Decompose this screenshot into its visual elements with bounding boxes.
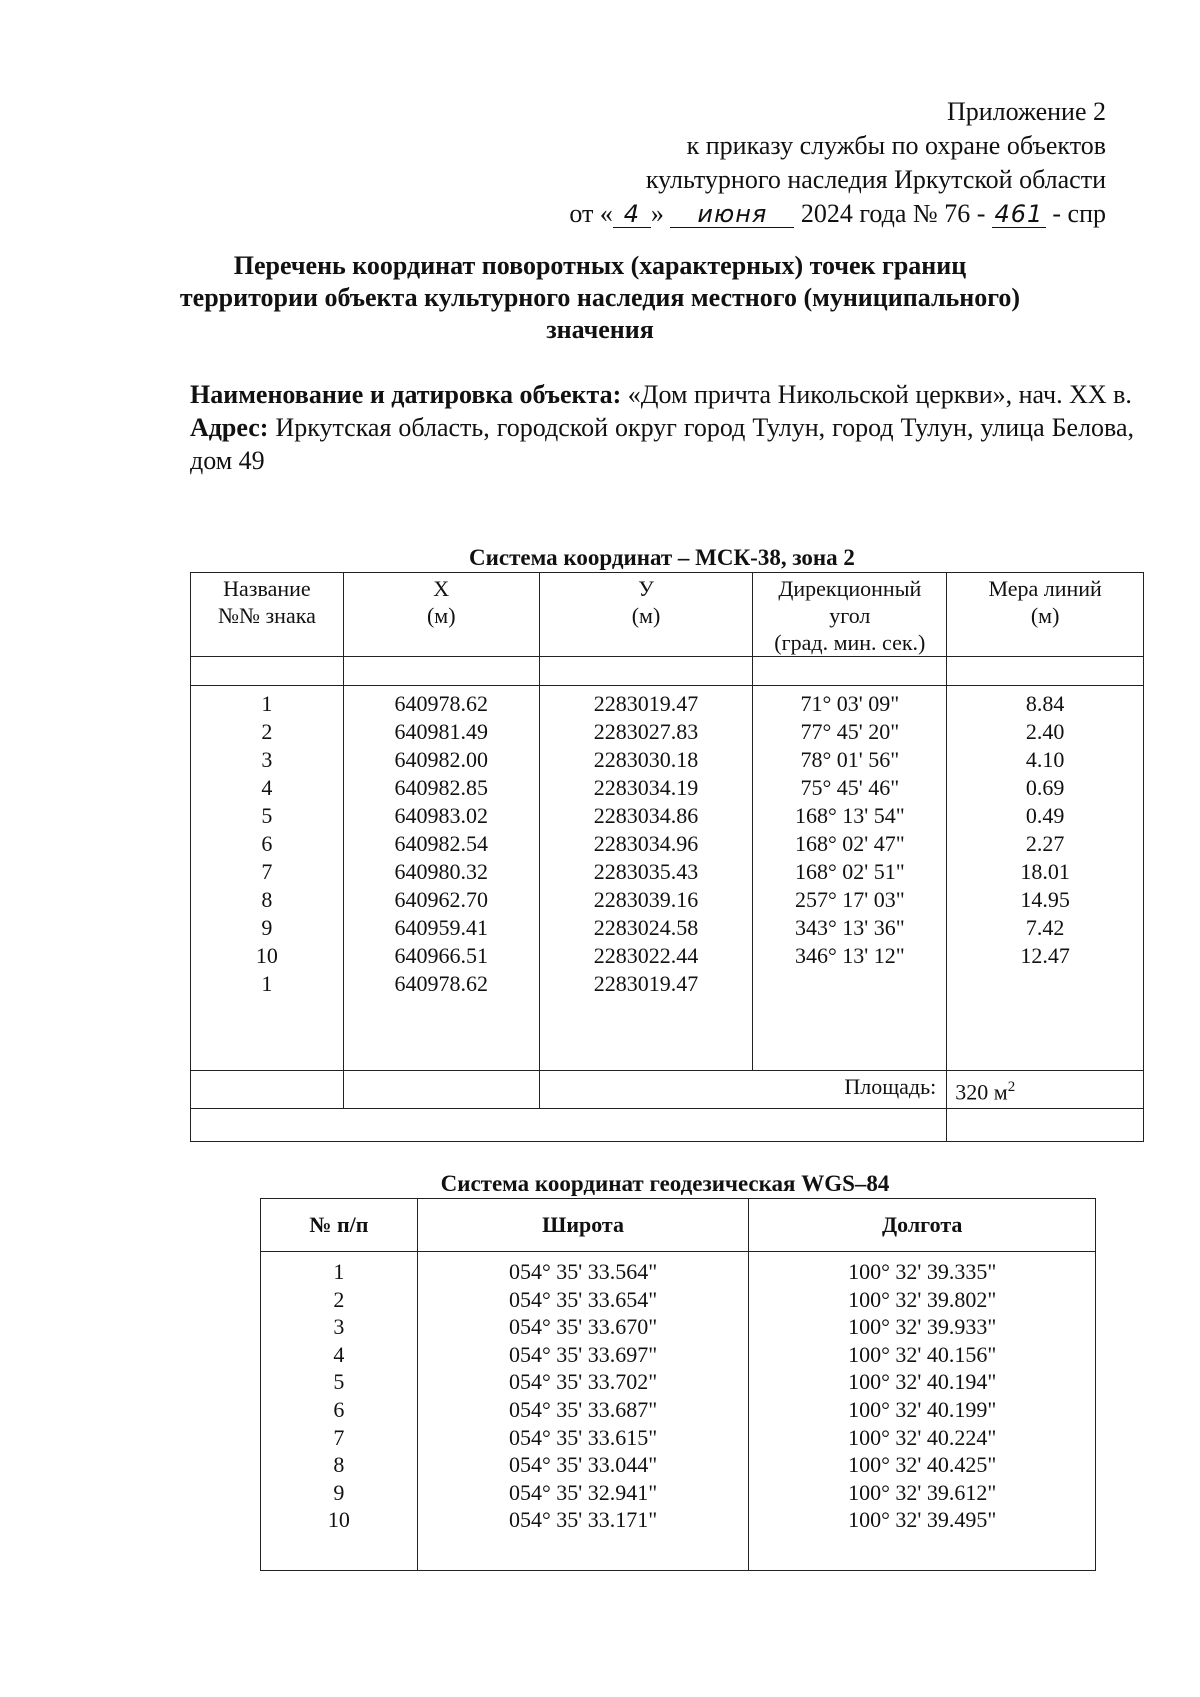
appendix-line-2: к приказу службы по охране объектов <box>686 131 1106 160</box>
direction-angle: 257° 17' 03" <box>753 886 947 914</box>
y-coordinate: 2283019.47 <box>539 970 753 998</box>
longitude: 100° 32' 40.156" <box>749 1341 1096 1369</box>
area-value: 320 $м^2$ <box>947 1071 1144 1109</box>
col-header-x: X (м) <box>343 573 539 657</box>
direction-angle: 77° 45' 20" <box>753 718 947 746</box>
order-month: июня <box>670 201 794 228</box>
y-coordinate: 2283019.47 <box>539 686 753 719</box>
msk-header-row <box>191 573 1144 657</box>
y-coordinate: 2283030.18 <box>539 746 753 774</box>
wgs-header-row <box>261 1199 1096 1252</box>
direction-angle: 343° 13' 36" <box>753 914 947 942</box>
msk-spacer-row <box>191 657 1144 686</box>
table-row <box>191 886 1144 914</box>
y-coordinate: 2283034.86 <box>539 802 753 830</box>
direction-angle: 71° 03' 09" <box>753 686 947 719</box>
col-header-point: Название №№ знака <box>191 573 344 657</box>
table-row <box>261 1451 1096 1479</box>
longitude: 100° 32' 39.335" <box>749 1252 1096 1286</box>
day-suffix: » <box>650 199 664 228</box>
x-coordinate: 640982.85 <box>343 774 539 802</box>
area-label: Площадь: <box>539 1071 947 1109</box>
point-number: 10 <box>191 942 344 970</box>
table-row <box>261 1252 1096 1286</box>
object-address-value: Иркутская область, городской округ город Тулун, город Тулун, улица Белова, дом 49 <box>190 413 1135 475</box>
col-header-y: У (м) <box>539 573 753 657</box>
longitude: 100° 32' 40.199" <box>749 1396 1096 1424</box>
direction-angle: 75° 45' 46" <box>753 774 947 802</box>
msk-footer-row <box>191 1109 1144 1142</box>
table-row <box>191 802 1144 830</box>
latitude: 054° 35' 33.697" <box>417 1341 749 1369</box>
line-length: 12.47 <box>947 942 1144 970</box>
longitude: 100° 32' 40.224" <box>749 1424 1096 1452</box>
object-name-value: «Дом причта Никольской церкви», нач. XX в. <box>627 380 1132 409</box>
table-row <box>191 942 1144 970</box>
order-date-line <box>569 197 1106 231</box>
col-header-angle: Дирекционный угол (град. мин. сек.) <box>753 573 947 657</box>
object-info <box>190 378 1134 477</box>
latitude: 054° 35' 33.654" <box>417 1286 749 1314</box>
wgs-bottom-space <box>261 1534 1096 1571</box>
latitude: 054° 35' 33.702" <box>417 1368 749 1396</box>
row-number: 6 <box>261 1396 418 1424</box>
table-row <box>261 1368 1096 1396</box>
longitude: 100° 32' 39.612" <box>749 1479 1096 1507</box>
point-number: 6 <box>191 830 344 858</box>
point-number: 3 <box>191 746 344 774</box>
direction-angle: 168° 02' 51" <box>753 858 947 886</box>
longitude: 100° 32' 40.194" <box>749 1368 1096 1396</box>
order-number: 461 <box>992 201 1046 228</box>
line-length: 4.10 <box>947 746 1144 774</box>
longitude: 100° 32' 40.425" <box>749 1451 1096 1479</box>
longitude: 100° 32' 39.933" <box>749 1313 1096 1341</box>
table-row <box>261 1479 1096 1507</box>
col-header-longitude: Долгота <box>749 1199 1096 1252</box>
table-row <box>191 774 1144 802</box>
line-length: 2.27 <box>947 830 1144 858</box>
date-prefix: от « <box>569 199 613 228</box>
line-length: 0.69 <box>947 774 1144 802</box>
direction-angle: 346° 13' 12" <box>753 942 947 970</box>
line-length: 14.95 <box>947 886 1144 914</box>
latitude: 054° 35' 33.044" <box>417 1451 749 1479</box>
table-row <box>191 746 1144 774</box>
longitude: 100° 32' 39.802" <box>749 1286 1096 1314</box>
table-row <box>191 718 1144 746</box>
point-number: 8 <box>191 886 344 914</box>
direction-angle: 168° 13' 54" <box>753 802 947 830</box>
row-number: 4 <box>261 1341 418 1369</box>
point-number: 1 <box>191 686 344 719</box>
y-coordinate: 2283027.83 <box>539 718 753 746</box>
col-header-latitude: Широта <box>417 1199 749 1252</box>
msk-coordinates-table <box>190 572 1144 1142</box>
y-coordinate: 2283022.44 <box>539 942 753 970</box>
msk-area-row <box>191 1071 1144 1109</box>
row-number: 7 <box>261 1424 418 1452</box>
title-line-1: Перечень координат поворотных (характерных) точек границ <box>233 251 967 280</box>
line-length: 2.40 <box>947 718 1144 746</box>
latitude: 054° 35' 32.941" <box>417 1479 749 1507</box>
latitude: 054° 35' 33.171" <box>417 1506 749 1534</box>
table-row <box>261 1396 1096 1424</box>
latitude: 054° 35' 33.615" <box>417 1424 749 1452</box>
table-row <box>191 686 1144 719</box>
latitude: 054° 35' 33.564" <box>417 1252 749 1286</box>
y-coordinate: 2283024.58 <box>539 914 753 942</box>
table-row <box>261 1341 1096 1369</box>
appendix-title: Приложение 2 <box>946 97 1106 126</box>
x-coordinate: 640981.49 <box>343 718 539 746</box>
appendix-header <box>569 95 1106 231</box>
point-number: 9 <box>191 914 344 942</box>
direction-angle: 168° 02' 47" <box>753 830 947 858</box>
order-suffix: - спр <box>1052 199 1106 228</box>
x-coordinate: 640980.32 <box>343 858 539 886</box>
x-coordinate: 640978.62 <box>343 970 539 998</box>
object-name <box>190 378 1134 411</box>
x-coordinate: 640966.51 <box>343 942 539 970</box>
table-row <box>261 1506 1096 1534</box>
table-row <box>191 830 1144 858</box>
point-number: 2 <box>191 718 344 746</box>
table-row <box>261 1313 1096 1341</box>
longitude: 100° 32' 39.495" <box>749 1506 1096 1534</box>
col-header-number: № п/п <box>261 1199 418 1252</box>
object-address <box>190 411 1134 477</box>
direction-angle <box>753 970 947 998</box>
wgs-coordinates-table <box>260 1198 1096 1571</box>
line-length: 0.49 <box>947 802 1144 830</box>
row-number: 3 <box>261 1313 418 1341</box>
title-line-2: территории объекта культурного наследия местного (муниципального) <box>179 283 1021 312</box>
table-row <box>191 970 1144 998</box>
y-coordinate: 2283039.16 <box>539 886 753 914</box>
document-title <box>160 250 1040 346</box>
wgs-table-caption: Система координат геодезическая WGS–84 <box>440 1171 890 1196</box>
row-number: 5 <box>261 1368 418 1396</box>
point-number: 7 <box>191 858 344 886</box>
table-row <box>191 858 1144 886</box>
row-number: 1 <box>261 1252 418 1286</box>
x-coordinate: 640982.00 <box>343 746 539 774</box>
x-coordinate: 640962.70 <box>343 886 539 914</box>
x-coordinate: 640978.62 <box>343 686 539 719</box>
object-name-label: Наименование и датировка объекта: <box>190 380 622 409</box>
latitude: 054° 35' 33.687" <box>417 1396 749 1424</box>
point-number: 4 <box>191 774 344 802</box>
y-coordinate: 2283034.96 <box>539 830 753 858</box>
row-number: 2 <box>261 1286 418 1314</box>
point-number: 1 <box>191 970 344 998</box>
y-coordinate: 2283034.19 <box>539 774 753 802</box>
y-coordinate: 2283035.43 <box>539 858 753 886</box>
point-number: 5 <box>191 802 344 830</box>
row-number: 8 <box>261 1451 418 1479</box>
order-year-text: 2024 года № 76 - <box>800 199 986 228</box>
col-header-length: Мера линий (м) <box>947 573 1144 657</box>
direction-angle: 78° 01' 56" <box>753 746 947 774</box>
line-length: 8.84 <box>947 686 1144 719</box>
x-coordinate: 640983.02 <box>343 802 539 830</box>
latitude: 054° 35' 33.670" <box>417 1313 749 1341</box>
row-number: 10 <box>261 1506 418 1534</box>
table-row <box>261 1286 1096 1314</box>
appendix-line-3: культурного наследия Иркутской области <box>645 165 1106 194</box>
line-length: 18.01 <box>947 858 1144 886</box>
msk-table-caption: Система координат – МСК-38, зона 2 <box>469 545 855 570</box>
line-length: 7.42 <box>947 914 1144 942</box>
x-coordinate: 640959.41 <box>343 914 539 942</box>
title-line-3: значения <box>546 315 654 344</box>
order-day: 4 <box>613 201 651 228</box>
table-row <box>191 914 1144 942</box>
row-number: 9 <box>261 1479 418 1507</box>
msk-bottom-space <box>191 998 1144 1071</box>
line-length <box>947 970 1144 998</box>
table-row <box>261 1424 1096 1452</box>
object-address-label: Адрес: <box>190 413 269 442</box>
x-coordinate: 640982.54 <box>343 830 539 858</box>
